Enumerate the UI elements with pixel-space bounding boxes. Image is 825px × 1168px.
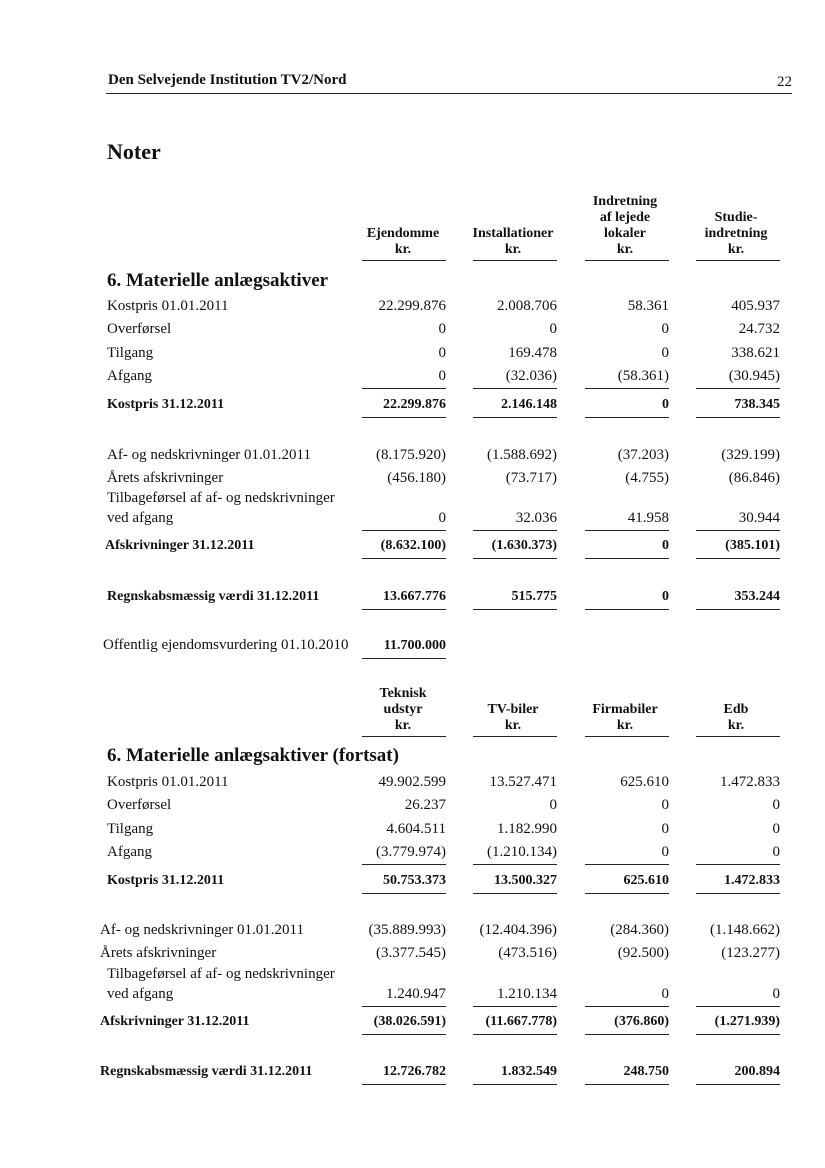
table2-cell-afgang-4: 0: [772, 844, 780, 860]
table1-cell-arets-2: (73.717): [505, 470, 557, 486]
table2-row-label-afskr_start: Af- og nedskrivninger 01.01.2011: [100, 922, 304, 938]
table1-cell-afgang-3: (58.361): [617, 368, 669, 384]
col-header-line: Studie-: [714, 210, 758, 225]
table2-total-underline: [585, 893, 669, 894]
col-header-line: Ejendomme: [366, 226, 440, 241]
table2-cell-kostpris_end-2: 13.500.327: [494, 873, 557, 888]
table1-cell-afgang-4: (30.945): [728, 368, 780, 384]
table1-sum-rule: [473, 530, 557, 531]
table1-cell-kostpris_start-4: 405.937: [731, 298, 780, 314]
col-header-line: af lejede: [599, 210, 651, 225]
table2-row-label-kostpris_end: Kostpris 31.12.2011: [107, 873, 225, 888]
table2-cell-kostpris_start-4: 1.472.833: [720, 774, 780, 790]
table2-col-header-rule: [362, 736, 446, 737]
table1-offentlig-underline: [362, 658, 446, 659]
table2-cell-afskr_start-4: (1.148.662): [710, 922, 780, 938]
table2-row-label-arets: Årets afskrivninger: [100, 945, 217, 961]
table1-cell-afskr_end-1: (8.632.100): [380, 538, 446, 553]
table1-total-underline: [696, 609, 780, 610]
table1-cell-afskr_start-4: (329.199): [721, 447, 780, 463]
table1-cell-afskr_start-3: (37.203): [617, 447, 669, 463]
table2-row-label-kostpris_start: Kostpris 01.01.2011: [107, 774, 229, 790]
table1-cell-arets-3: (4.755): [625, 470, 669, 486]
table2-total-underline: [362, 1084, 446, 1085]
table1-row-label-tilbage-1: Tilbageførsel af af- og nedskrivninger: [107, 490, 335, 506]
table2-cell-afskr_end-1: (38.026.591): [373, 1014, 446, 1029]
table2-cell-afskr_start-3: (284.360): [610, 922, 669, 938]
col-header-line: lokaler: [604, 226, 646, 241]
table1-cell-arets-1: (456.180): [387, 470, 446, 486]
table1-total-underline: [362, 558, 446, 559]
table1-cell-regnskab-2: 515.775: [511, 589, 557, 604]
table2-cell-tilgang-4: 0: [772, 821, 780, 837]
table1-cell-overforsel-2: 0: [549, 321, 557, 337]
table1-sum-rule: [362, 530, 446, 531]
table1-col-header-4: [676, 210, 796, 258]
table1-cell-afskr_end-3: 0: [662, 538, 669, 553]
table2-cell-afskr_end-2: (11.667.778): [485, 1014, 557, 1029]
table2-cell-tilbage-3: 0: [661, 986, 669, 1002]
table2-cell-kostpris_start-1: 49.902.599: [378, 774, 446, 790]
table1-row-label-tilbage-2: ved afgang: [107, 510, 174, 526]
table2-cell-arets-2: (473.516): [498, 945, 557, 961]
table1-col-header-rule: [696, 260, 780, 261]
table1-cell-tilbage-4: 30.944: [738, 510, 780, 526]
table2-col-header-1: [343, 686, 463, 734]
document-header-org: Den Selvejende Institution TV2/Nord: [108, 72, 347, 88]
table2-cell-afgang-2: (1.210.134): [487, 844, 557, 860]
table2-cell-afgang-1: (3.779.974): [376, 844, 446, 860]
table1-sum-rule: [696, 388, 780, 389]
table2-col-header-2: [453, 702, 573, 734]
table1-cell-regnskab-4: 353.244: [734, 589, 780, 604]
table2-sum-rule: [362, 1006, 446, 1007]
table1-total-underline: [473, 417, 557, 418]
col-header-line: Edb: [723, 702, 749, 717]
table2-sum-rule: [362, 864, 446, 865]
col-unit: kr.: [727, 242, 745, 257]
table1-total-underline: [585, 558, 669, 559]
table2-cell-overforsel-1: 26.237: [404, 797, 446, 813]
page-title: Noter: [107, 139, 161, 164]
table1-row-label-afskr_start: Af- og nedskrivninger 01.01.2011: [107, 447, 311, 463]
col-unit: kr.: [727, 718, 745, 733]
col-unit: kr.: [504, 242, 522, 257]
table2-section-title: 6. Materielle anlægsaktiver (fortsat): [107, 745, 399, 766]
table1-cell-kostpris_start-2: 2.008.706: [497, 298, 557, 314]
table2-cell-afskr_end-3: (376.860): [614, 1014, 669, 1029]
table2-cell-overforsel-2: 0: [549, 797, 557, 813]
table2-total-underline: [362, 1034, 446, 1035]
table2-cell-regnskab-3: 248.750: [623, 1064, 669, 1079]
table2-cell-regnskab-1: 12.726.782: [383, 1064, 446, 1079]
table1-cell-afgang-2: (32.036): [505, 368, 557, 384]
table1-row-label-overforsel: Overførsel: [107, 321, 172, 337]
table1-cell-afskr_end-2: (1.630.373): [491, 538, 557, 553]
table2-cell-tilgang-3: 0: [661, 821, 669, 837]
table2-row-label-tilgang: Tilgang: [107, 821, 154, 837]
table1-section-title: 6. Materielle anlægsaktiver: [107, 270, 329, 291]
table1-row-label-afskr_end: Afskrivninger 31.12.2011: [105, 538, 255, 553]
table1-row-label-tilgang: Tilgang: [107, 345, 154, 361]
table2-cell-afskr_end-4: (1.271.939): [714, 1014, 780, 1029]
table1-row-label-kostpris_start: Kostpris 01.01.2011: [107, 298, 229, 314]
table1-cell-overforsel-3: 0: [661, 321, 669, 337]
table2-row-label-tilbage-1: Tilbageførsel af af- og nedskrivninger: [107, 966, 335, 982]
table2-cell-tilbage-2: 1.210.134: [497, 986, 557, 1002]
table2-cell-arets-4: (123.277): [721, 945, 780, 961]
table2-sum-rule: [585, 1006, 669, 1007]
header-rule: [106, 93, 792, 94]
page-number: 22: [777, 74, 792, 90]
table1-cell-tilbage-1: 0: [438, 510, 446, 526]
table2-sum-rule: [696, 864, 780, 865]
table2-row-label-regnskab: Regnskabsmæssig værdi 31.12.2011: [100, 1064, 313, 1079]
table1-cell-afgang-1: 0: [438, 368, 446, 384]
table1-cell-overforsel-1: 0: [438, 321, 446, 337]
table1-cell-afskr_start-1: (8.175.920): [376, 447, 446, 463]
table2-cell-regnskab-2: 1.832.549: [501, 1064, 557, 1079]
col-header-line: Teknisk: [379, 686, 427, 701]
table2-total-underline: [362, 893, 446, 894]
table2-cell-afskr_start-2: (12.404.396): [479, 922, 557, 938]
table2-total-underline: [585, 1084, 669, 1085]
col-header-line: udstyr: [383, 702, 423, 717]
table1-cell-tilgang-2: 169.478: [508, 345, 557, 361]
table2-total-underline: [473, 1034, 557, 1035]
table2-cell-regnskab-4: 200.894: [734, 1064, 780, 1079]
table1-total-underline: [362, 609, 446, 610]
table1-cell-kostpris_start-1: 22.299.876: [378, 298, 446, 314]
table2-col-header-rule: [585, 736, 669, 737]
table2-row-label-tilbage-2: ved afgang: [107, 986, 174, 1002]
table1-offentlig-value: 11.700.000: [383, 638, 446, 653]
table2-cell-kostpris_start-3: 625.610: [620, 774, 669, 790]
table1-cell-afskr_end-4: (385.101): [725, 538, 780, 553]
col-unit: kr.: [616, 718, 634, 733]
table1-col-header-rule: [473, 260, 557, 261]
table1-col-header-1: [343, 226, 463, 258]
table2-col-header-4: [676, 702, 796, 734]
table1-total-underline: [585, 609, 669, 610]
table2-cell-kostpris_start-2: 13.527.471: [489, 774, 557, 790]
table1-cell-regnskab-1: 13.667.776: [383, 589, 446, 604]
table1-cell-tilbage-3: 41.958: [627, 510, 669, 526]
table2-sum-rule: [473, 864, 557, 865]
col-unit: kr.: [504, 718, 522, 733]
table1-total-underline: [696, 558, 780, 559]
table2-total-underline: [585, 1034, 669, 1035]
table2-row-label-afgang: Afgang: [107, 844, 152, 860]
col-unit: kr.: [394, 718, 412, 733]
col-header-line: TV-biler: [487, 702, 539, 717]
table2-col-header-3: [565, 702, 685, 734]
table1-col-header-rule: [585, 260, 669, 261]
table2-sum-rule: [585, 864, 669, 865]
col-header-line: Installationer: [472, 226, 554, 241]
table2-cell-tilbage-1: 1.240.947: [386, 986, 446, 1002]
table2-cell-afgang-3: 0: [661, 844, 669, 860]
table1-col-header-rule: [362, 260, 446, 261]
table2-cell-afskr_start-1: (35.889.993): [368, 922, 446, 938]
table1-row-label-regnskab: Regnskabsmæssig værdi 31.12.2011: [107, 589, 320, 604]
table1-row-label-arets: Årets afskrivninger: [107, 470, 224, 486]
table2-cell-kostpris_end-1: 50.753.373: [383, 873, 446, 888]
col-header-line: Indretning: [592, 194, 658, 209]
table1-sum-rule: [585, 388, 669, 389]
table1-cell-kostpris_end-2: 2.146.148: [501, 397, 557, 412]
table2-cell-tilbage-4: 0: [772, 986, 780, 1002]
table1-total-underline: [473, 558, 557, 559]
table1-cell-kostpris_end-4: 738.345: [734, 397, 780, 412]
table1-cell-kostpris_start-3: 58.361: [627, 298, 669, 314]
table1-cell-kostpris_end-3: 0: [662, 397, 669, 412]
col-unit: kr.: [394, 242, 412, 257]
table1-cell-tilbage-2: 32.036: [515, 510, 557, 526]
table1-cell-kostpris_end-1: 22.299.876: [383, 397, 446, 412]
table1-total-underline: [473, 609, 557, 610]
table2-col-header-rule: [696, 736, 780, 737]
table1-total-underline: [585, 417, 669, 418]
col-unit: kr.: [616, 242, 634, 257]
table1-total-underline: [696, 417, 780, 418]
table1-cell-regnskab-3: 0: [662, 589, 669, 604]
table2-total-underline: [696, 893, 780, 894]
table2-total-underline: [696, 1084, 780, 1085]
table1-col-header-2: [453, 226, 573, 258]
table1-cell-tilgang-1: 0: [438, 345, 446, 361]
table1-cell-tilgang-4: 338.621: [731, 345, 780, 361]
table1-col-header-3: [565, 194, 685, 258]
table1-sum-rule: [696, 530, 780, 531]
table2-cell-kostpris_end-3: 625.610: [623, 873, 669, 888]
table2-row-label-afskr_end: Afskrivninger 31.12.2011: [100, 1014, 250, 1029]
table1-offentlig-label: Offentlig ejendomsvurdering 01.10.2010: [103, 637, 349, 653]
table2-cell-tilgang-2: 1.182.990: [497, 821, 557, 837]
table2-cell-arets-1: (3.377.545): [376, 945, 446, 961]
table2-cell-arets-3: (92.500): [617, 945, 669, 961]
table2-col-header-rule: [473, 736, 557, 737]
table2-cell-overforsel-3: 0: [661, 797, 669, 813]
table1-cell-overforsel-4: 24.732: [738, 321, 780, 337]
table2-total-underline: [473, 1084, 557, 1085]
col-header-line: Firmabiler: [592, 702, 658, 717]
table2-sum-rule: [473, 1006, 557, 1007]
table1-sum-rule: [362, 388, 446, 389]
table1-cell-afskr_start-2: (1.588.692): [487, 447, 557, 463]
table1-cell-tilgang-3: 0: [661, 345, 669, 361]
table2-row-label-overforsel: Overførsel: [107, 797, 172, 813]
table1-sum-rule: [473, 388, 557, 389]
table2-sum-rule: [696, 1006, 780, 1007]
table1-cell-arets-4: (86.846): [728, 470, 780, 486]
table2-cell-overforsel-4: 0: [772, 797, 780, 813]
table1-sum-rule: [585, 530, 669, 531]
table1-row-label-afgang: Afgang: [107, 368, 152, 384]
table1-row-label-kostpris_end: Kostpris 31.12.2011: [107, 397, 225, 412]
table2-cell-kostpris_end-4: 1.472.833: [724, 873, 780, 888]
col-header-line: indretning: [704, 226, 768, 241]
table2-total-underline: [473, 893, 557, 894]
table2-cell-tilgang-1: 4.604.511: [386, 821, 446, 837]
table2-total-underline: [696, 1034, 780, 1035]
table1-total-underline: [362, 417, 446, 418]
